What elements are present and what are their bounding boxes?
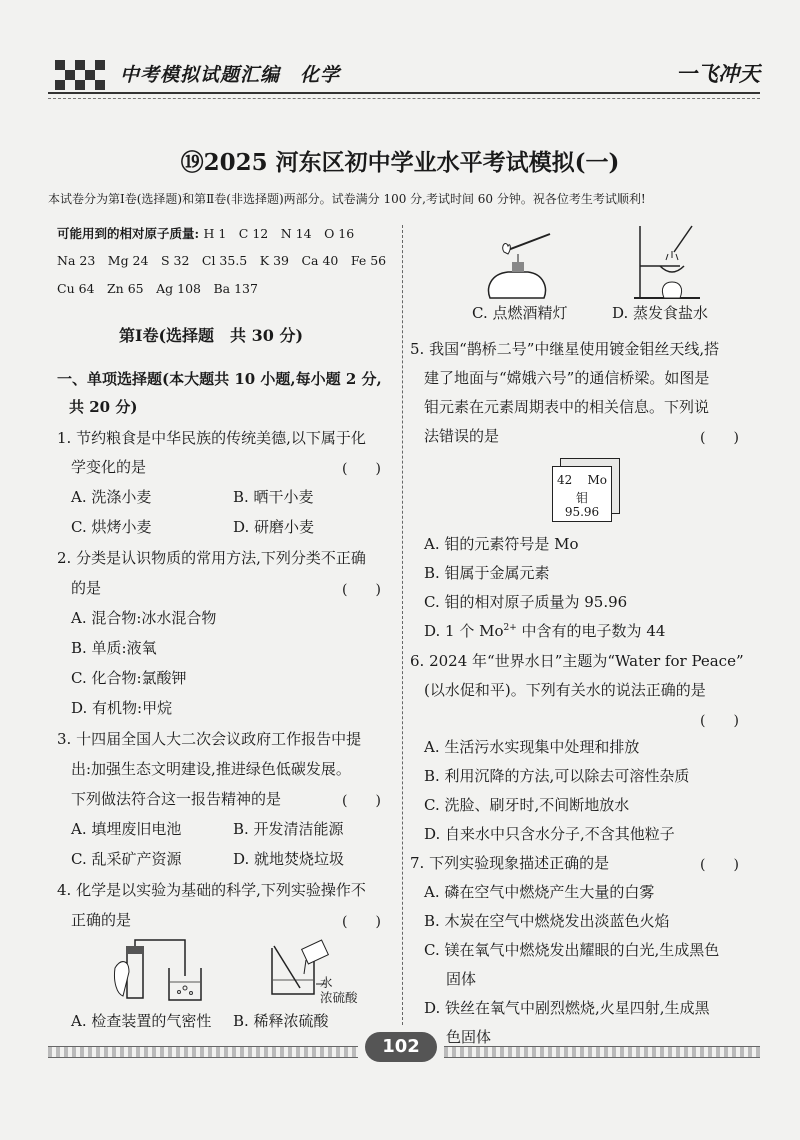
q3-option-b[interactable]: B. 开发清洁能源 — [233, 820, 344, 838]
q4-stem-line2: 正确的是 — [71, 911, 132, 929]
atomic-mass-row3: Cu 64 Zn 65 Ag 108 Ba 137 — [57, 281, 258, 296]
atomic-mass: 95.96 — [564, 505, 600, 519]
q2-option-a[interactable]: A. 混合物:冰水混合物 — [71, 609, 217, 627]
q7-option-c-line1[interactable]: C. 镁在氧气中燃烧发出耀眼的白光,生成黑色 — [424, 941, 720, 959]
q2-option-c[interactable]: C. 化合物:氯酸钾 — [71, 669, 187, 687]
q7-option-d-line1[interactable]: D. 铁丝在氧气中剧烈燃烧,火星四射,生成黑 — [424, 999, 710, 1017]
q5-stem-line3: 钼元素在元素周期表中的相关信息。下列说 — [424, 398, 710, 416]
q5-option-b[interactable]: B. 钼属于金属元素 — [424, 564, 550, 582]
part-heading-line1: 一、单项选择题(本大题共 10 小题,每小题 2 分, — [57, 370, 382, 388]
q3-stem-line2: 出:加强生态文明建设,推进绿色低碳发展。 — [71, 760, 351, 778]
q3-option-d[interactable]: D. 就地焚烧垃圾 — [233, 850, 345, 868]
q6-option-b[interactable]: B. 利用沉降的方法,可以除去可溶性杂质 — [424, 767, 690, 785]
q2-stem-line1: 2. 分类是认识物质的常用方法,下列分类不正确 — [57, 549, 366, 567]
q3-answer-blank[interactable]: ( ) — [342, 793, 381, 809]
periodic-table-tile — [552, 466, 612, 522]
q4-option-c[interactable]: C. 点燃酒精灯 — [472, 304, 568, 322]
q6-answer-blank[interactable]: ( ) — [700, 713, 739, 729]
alcohol-lamp-figure — [478, 228, 588, 300]
q2-stem-line2: 的是 — [71, 579, 102, 597]
q6-stem-line2: (以水促和平)。下列有关水的说法正确的是 — [424, 681, 706, 699]
atomic-mass-label: 可能用到的相对原子质量: H 1 C 12 N 14 O 16 — [57, 226, 355, 241]
q6-stem-line1: 6. 2024 年“世界水日”主题为“Water for Peace” — [410, 652, 744, 670]
footer-band-left — [48, 1046, 358, 1058]
q7-option-d-line2: 色固体 — [446, 1028, 492, 1046]
atomic-mass-row2: Na 23 Mg 24 S 32 Cl 35.5 K 39 Ca 40 Fe 56 — [57, 253, 387, 268]
q7-stem: 7. 下列实验现象描述正确的是 — [410, 854, 610, 872]
footer-band-right — [444, 1046, 760, 1058]
label-conc-acid: 浓硫酸 — [320, 990, 358, 1005]
q1-option-b[interactable]: B. 晒干小麦 — [233, 488, 314, 506]
q5-stem-line1: 5. 我国“鹊桥二号”中继星使用镀金钼丝天线,搭 — [410, 340, 720, 358]
q1-stem-line1: 1. 节约粮食是中华民族的传统美德,以下属于化 — [57, 429, 366, 447]
brand-logo: 一飞冲天 — [676, 61, 760, 86]
series-title: 中考模拟试题汇编 化学 — [120, 64, 341, 86]
left-column — [57, 0, 397, 1140]
q7-option-c-line2: 固体 — [446, 970, 477, 988]
q5-option-a[interactable]: A. 钼的元素符号是 Mo — [424, 535, 579, 553]
atomic-number: 42 — [557, 473, 573, 487]
q5-option-c[interactable]: C. 钼的相对原子质量为 95.96 — [424, 593, 628, 611]
q3-option-c[interactable]: C. 乱采矿产资源 — [71, 850, 182, 868]
right-column — [410, 0, 760, 1140]
q1-stem-line2: 学变化的是 — [71, 458, 147, 476]
element-symbol: Mo — [587, 473, 607, 487]
q7-option-a[interactable]: A. 磷在空气中燃烧产生大量的白雾 — [424, 883, 655, 901]
label-water: 水 — [320, 975, 333, 990]
element-name: 钼 — [575, 491, 588, 505]
exam-title: ⑲2025 河东区初中学业水平考试模拟(一) — [180, 149, 620, 176]
airtightness-check-figure — [107, 938, 207, 1006]
q6-option-a[interactable]: A. 生活污水实现集中处理和排放 — [424, 738, 640, 756]
q6-option-c[interactable]: C. 洗脸、刷牙时,不间断地放水 — [424, 796, 630, 814]
q2-option-b[interactable]: B. 单质:液氧 — [71, 639, 157, 657]
q1-answer-blank[interactable]: ( ) — [342, 461, 381, 477]
q7-answer-blank[interactable]: ( ) — [700, 857, 739, 873]
q3-stem-line3: 下列做法符合这一报告精神的是 — [71, 790, 282, 808]
exam-notice: 本试卷分为第Ⅰ卷(选择题)和第Ⅱ卷(非选择题)两部分。试卷满分 100 分,考试时间 60 分钟。祝各位考生考试顺利! — [48, 192, 646, 206]
q1-option-d[interactable]: D. 研磨小麦 — [233, 518, 315, 536]
section-heading: 第Ⅰ卷(选择题 共 30 分) — [119, 326, 304, 345]
q4-option-b[interactable]: B. 稀释浓硫酸 — [233, 1012, 329, 1030]
q5-option-d[interactable]: D. 1 个 $Mo^{2+}$ 中含有的电子数为 44 — [424, 622, 666, 640]
page-number: 102 — [365, 1032, 437, 1062]
q4-option-a[interactable]: A. 检查装置的气密性 — [71, 1012, 212, 1030]
q3-stem-line1: 3. 十四届全国人大二次会议政府工作报告中提 — [57, 730, 362, 748]
q4-answer-blank[interactable]: ( ) — [342, 914, 381, 930]
q5-stem-line4: 法错误的是 — [424, 427, 500, 445]
part-heading-line2: 共 20 分) — [69, 398, 138, 416]
column-divider — [402, 225, 403, 1025]
q5-stem-line2: 建了地面与“嫦娥六号”的通信桥梁。如图是 — [424, 369, 710, 387]
q1-option-c[interactable]: C. 烘烤小麦 — [71, 518, 152, 536]
q1-option-a[interactable]: A. 洗涤小麦 — [71, 488, 152, 506]
q7-option-b[interactable]: B. 木炭在空气中燃烧发出淡蓝色火焰 — [424, 912, 670, 930]
q5-answer-blank[interactable]: ( ) — [700, 430, 739, 446]
q2-answer-blank[interactable]: ( ) — [342, 582, 381, 598]
q4-option-d[interactable]: D. 蒸发食盐水 — [612, 304, 709, 322]
q2-option-d[interactable]: D. 有机物:甲烷 — [71, 699, 173, 717]
q3-option-a[interactable]: A. 填埋废旧电池 — [71, 820, 182, 838]
evaporation-figure — [630, 222, 710, 302]
q6-option-d[interactable]: D. 自来水中只含水分子,不含其他粒子 — [424, 825, 675, 843]
q4-stem-line1: 4. 化学是以实验为基础的科学,下列实验操作不 — [57, 881, 366, 899]
